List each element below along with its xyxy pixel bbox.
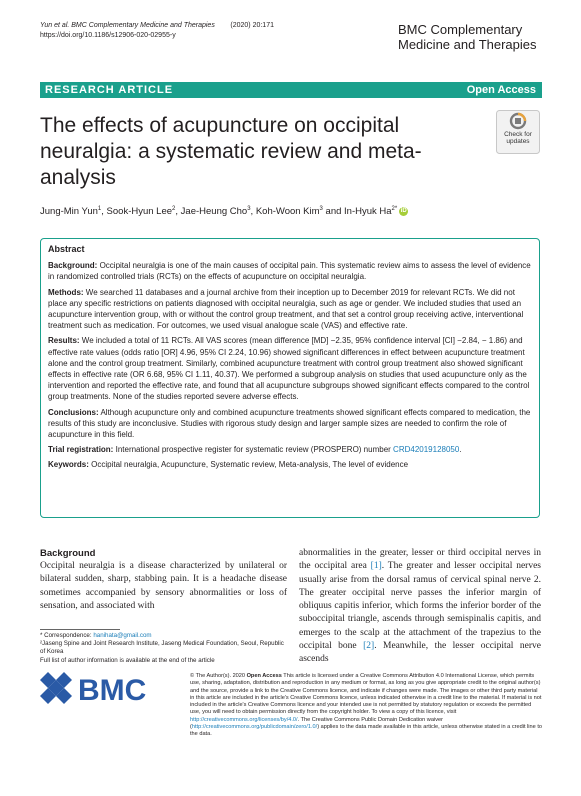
label: Results: — [48, 336, 80, 346]
correspondence — [40, 632, 290, 640]
label: Trial registration: — [48, 445, 114, 455]
abstract-methods — [48, 287, 532, 332]
author-affiliation: 1 — [97, 206, 102, 212]
abstract-results-text: We included a total of 11 RCTs. All VAS scores (mean difference [MD] −2.35, 95% confidence interval [CI] −2.84, − 1.86) and effective rate values (odds ratio [OR] 4.96, 95% CI 2.24, 10.96) showed significant differences in effect between acupuncture treatment alone and the control group treatment. Similarly, combined acupuncture treatment with control group treatment also showed significant effects in effective rate (OR 6.68, 95% CI 1.11, 40.37). We performed a subgroup analysis on studies that used acupuncture only as the intervention and reported the effective rate, and found that all acupuncture subgroups showed significant effects compared to the control group treatments. None of the studies reported severe adverse effects. — [48, 336, 530, 402]
body-paragraph: Occipital neuralgia is a disease characterized by unilateral or bilateral sudden, sharp, stabbing pain. It is a headache disease sometimes accompanied by sensory abnormalities or loss of sensation, and associated with — [40, 561, 287, 611]
abstract-results — [48, 335, 532, 402]
journal-name-line1: BMC Complementary — [398, 22, 523, 37]
body-text: abnormalities in the greater, lesser or third occipital nerves in the occipital area — [299, 548, 541, 572]
section-heading: Background — [40, 548, 96, 559]
body-text: . The greater and lesser occipital nerves usually arise from the dorsal ramus of cervical spinal nerve 2. The greater occipital nerve passes the inferior margin of obliquus capitis inferior, which forms the inferior border of the suboccipital triangle, ascends through semispinalis capitis, and emerges to the scalp at the attachment of the trapezius to the occipital bone — [299, 561, 541, 652]
journal-name-line2: Medicine and Therapies — [398, 37, 537, 52]
running-header — [40, 21, 274, 41]
trial-registration: Trial registration: International prospective register for systematic review (PROSPERO) number CRD42019128050. — [48, 445, 462, 455]
author-name: Jae-Heung Cho — [180, 206, 248, 218]
author-info-note: Full list of author information is available at the end of the article — [40, 656, 215, 664]
article-type-banner — [40, 82, 542, 98]
trial-registration-text: International prospective register for systematic review (PROSPERO) number — [115, 445, 391, 455]
journal-name — [398, 22, 537, 52]
bmc-logo — [40, 672, 160, 704]
author-list: Jung-Min Yun$^1$, Sook-Hyun Lee$^2$, Jae-Heung Cho$^3$, Koh-Woon Kim$^3$ and In-Hyuk $Ha^{2*}$ iD — [40, 206, 407, 218]
license-text: This article is licensed under a Creative Commons Attribution 4.0 International License, which permits use, sharing, adaptation, distribution and reproduction in any medium or format, as long as you give appropriate credit to the original author(s) and the source, provide a link to the Creative Commons licence, and indicate if changes were made. The images or other third party material in this article are included in the article's Creative Commons licence, unless indicated otherwise in a credit line to the material. If material is not included in the article's Creative Commons licence and your intended use is not permitted by statutory regulation or exceeds the permitted use, you will need to obtain permission directly from the copyright holder. To view a copy of this licence, visit — [190, 673, 542, 716]
trial-id-link[interactable]: CRD42019128050 — [393, 445, 460, 455]
year-volume: (2020) 20:171 — [230, 22, 274, 29]
footnote-divider — [40, 629, 120, 630]
citation: Yun et al. BMC Complementary Medicine and Therapies — [40, 22, 215, 29]
abstract — [48, 244, 532, 475]
correspondence-label: * Correspondence: — [40, 632, 92, 639]
abstract-methods-text: We searched 11 databases and a journal archive from their inception up to December 2019 for relevant RCTs. We did not place any specific restrictions on patients diagnosed with occipital neuralgia, such as age or gender. We included studies that used an acupuncture intervention group, with or without the control group treatment, and that set a control group receiving active, interventional treatment such as medication. For outcomes, we used visual analogue scale (VAS) and effective rate. — [48, 287, 524, 331]
body-paragraph — [299, 547, 541, 667]
author-affiliation: 2 — [172, 206, 176, 212]
license-notice — [190, 673, 542, 739]
badge-line2: updates — [506, 138, 530, 145]
author-affiliation: 3 — [319, 206, 323, 212]
open-access-label: Open Access — [466, 84, 536, 96]
label: Background: — [48, 261, 98, 271]
copyright: © The Author(s). 2020 — [190, 673, 246, 679]
label: Keywords: — [48, 460, 89, 470]
author-affiliation: 2* — [391, 206, 398, 212]
doi-link[interactable]: https://doi.org/10.1186/s12906-020-02955-y — [40, 32, 176, 39]
check-for-updates-label — [494, 131, 542, 145]
orcid-icon[interactable]: iD — [400, 208, 407, 215]
author-name: Koh-Woon Kim — [255, 206, 320, 218]
email-link[interactable]: hanihata@gmail.com — [93, 632, 152, 639]
author-name: Sook-Hyun Lee — [106, 206, 173, 218]
logo-text: BMC — [78, 674, 147, 704]
license-link[interactable]: http://creativecommons.org/licenses/by/4.0/ — [190, 716, 298, 723]
label: Methods: — [48, 287, 84, 297]
body-column-left — [40, 547, 287, 613]
keywords-text: Occipital neuralgia, Acupuncture, Systematic review, Meta-analysis, The level of evidence — [91, 460, 409, 470]
cc0-link[interactable]: http://creativecommons.org/publicdomain/zero/1.0/ — [191, 724, 318, 731]
abstract-background — [48, 260, 532, 282]
body-column-right — [299, 547, 541, 667]
abstract-background-text: Occipital neuralgia is one of the main causes of occipital pain. This systematic review aims to assess the level of evidence in randomized controlled trials (RCTs) on the effects of acupuncture on occipital neuralgia. — [48, 261, 531, 282]
reference-link[interactable]: [1] — [370, 561, 382, 572]
badge-line1: Check for — [504, 131, 532, 138]
author-name: Jung-Min Yun — [40, 206, 98, 218]
reference-link[interactable]: [2] — [363, 641, 375, 652]
affiliation: ²Jaseng Spine and Joint Research Institute, Jaseng Medical Foundation, Seoul, Republic of Korea — [40, 640, 284, 656]
article-type: RESEARCH ARTICLE — [45, 84, 174, 96]
author-affiliation: 3 — [247, 206, 251, 212]
abstract-heading: Abstract — [48, 244, 85, 254]
footnote — [40, 632, 290, 665]
license-text: . The Creative Commons Public Domain Dedication waiver ( — [190, 716, 443, 731]
abstract-conclusions-text: Although acupuncture only and combined acupuncture treatments showed significant effects compared to medication, the results of this study are inconclusive. Studies with rigorous study design and larger sample sizes are needed to confirm the role of acupuncture in this field. — [48, 407, 531, 440]
license-text: ) applies to the data made available in this article, unless otherwise stated in a credit line to the data. — [190, 724, 542, 738]
open-access-bold: Open Access — [246, 673, 282, 679]
keywords — [48, 459, 532, 470]
abstract-conclusions — [48, 407, 532, 441]
article-title: The effects of acupuncture on occipital neuralgia: a systematic review and meta-analysis — [40, 114, 422, 189]
author-name: In-Hyuk Ha — [344, 206, 392, 218]
label: Conclusions: — [48, 407, 99, 417]
body-text: . Meanwhile, the lesser occipital nerve ascends — [299, 641, 542, 665]
